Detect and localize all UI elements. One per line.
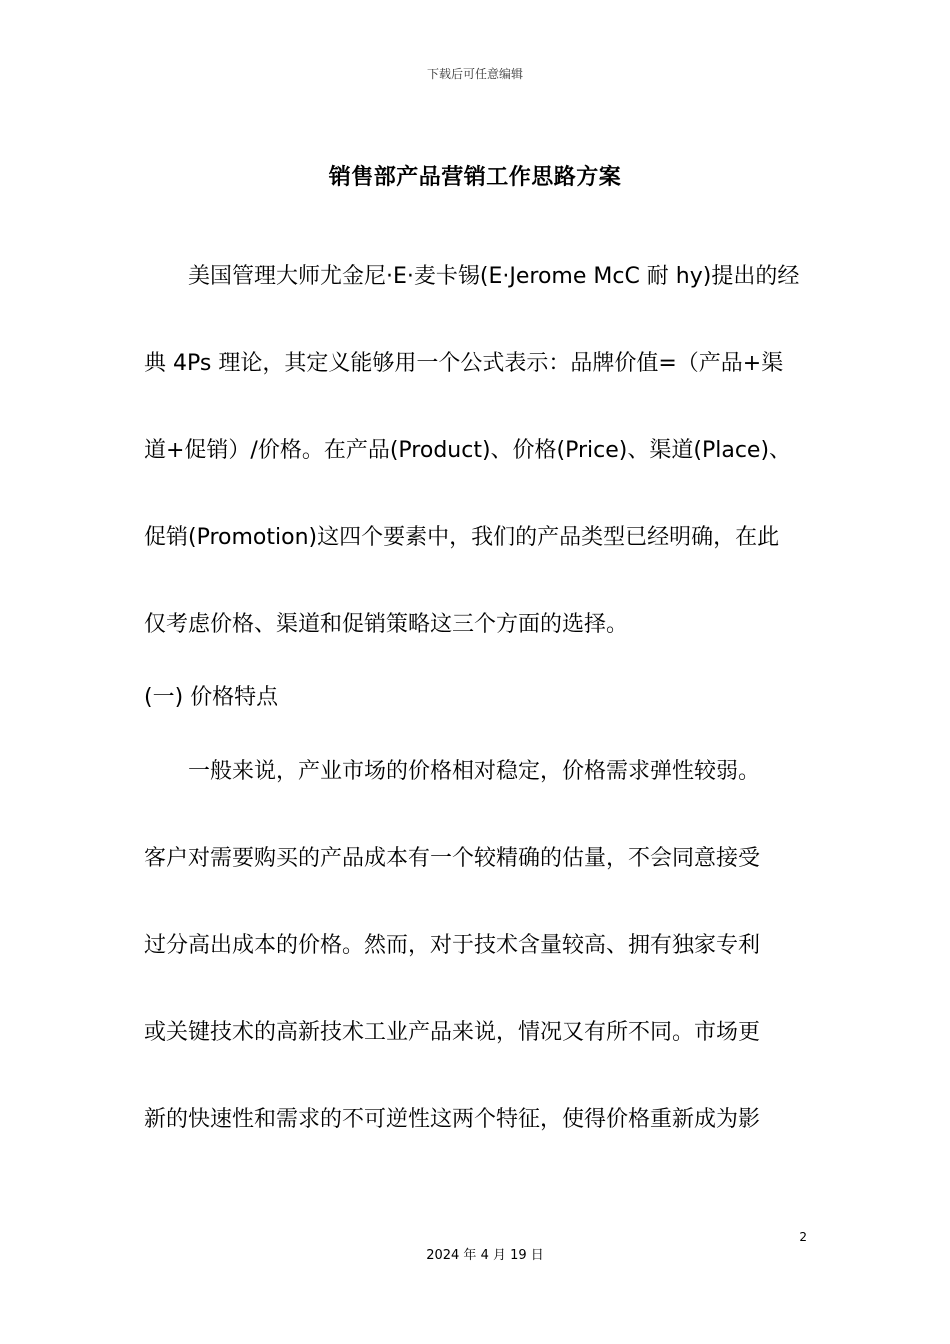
- paragraph-line-8: 过分高出成本的价格。然而，对于技术含量较高、拥有独家专利: [144, 933, 761, 958]
- page-header-note: 下载后可任意编辑: [426, 67, 523, 81]
- paragraph-line-3: 道+促销）/价格。在产品(Product)、价格(Price)、渠道(Place)、: [144, 438, 792, 463]
- paragraph-line-2: 典 4Ps 理论，其定义能够用一个公式表示：品牌价值=（产品+渠: [144, 351, 784, 376]
- paragraph-line-10: 新的快速性和需求的不可逆性这两个特征，使得价格重新成为影: [144, 1107, 761, 1132]
- section-heading-price: (一) 价格特点: [144, 685, 279, 710]
- page-number: 2: [799, 1230, 807, 1244]
- paragraph-line-1: 美国管理大师尤金尼·E·麦卡锡(E·Jerome McC 耐 hy)提出的经: [188, 264, 800, 289]
- footer-date: 2024 年 4 月 19 日: [426, 1248, 544, 1263]
- document-title: 销售部产品营销工作思路方案: [328, 165, 622, 190]
- paragraph-line-9: 或关键技术的高新技术工业产品来说，情况又有所不同。市场更: [144, 1020, 761, 1045]
- paragraph-line-4: 促销(Promotion)这四个要素中，我们的产品类型已经明确，在此: [144, 525, 780, 550]
- paragraph-line-7: 客户对需要购买的产品成本有一个较精确的估量，不会同意接受: [144, 846, 761, 871]
- paragraph-line-5: 仅考虑价格、渠道和促销策略这三个方面的选择。: [144, 612, 629, 637]
- paragraph-line-6: 一般来说，产业市场的价格相对稳定，价格需求弹性较弱。: [188, 759, 761, 784]
